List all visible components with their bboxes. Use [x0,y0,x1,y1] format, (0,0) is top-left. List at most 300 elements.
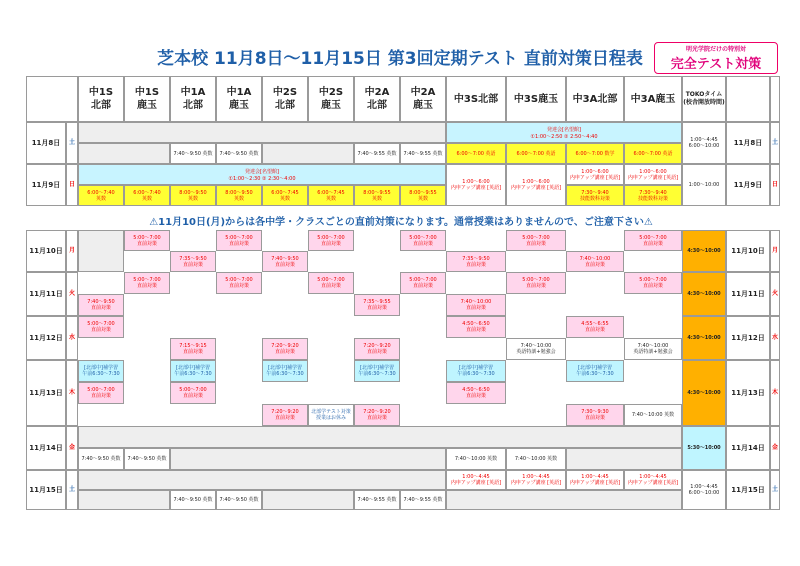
schedule-cell [624,143,682,164]
cell-text: 北部学テスト対策 [311,409,351,415]
col-header-3 [170,76,216,122]
cell-text: [北部中]補学習 [578,365,612,371]
schedule-cell [506,230,566,251]
schedule-cell [262,251,308,272]
cell-text: 午前6:30～7:30 [174,371,212,377]
cell-text: 5:00～7:00 [522,277,550,283]
col-header-8-name: 中2A [410,87,436,98]
schedule-cell [308,272,354,294]
schedule-cell [506,164,566,206]
cell-text: [北部中]補学習 [176,365,210,371]
schedule-cell [446,164,506,206]
cell-text: 内申アップ講座 [英語] [450,185,502,191]
date-cell: 11月10日 [26,230,66,272]
schedule-cell [566,164,624,185]
cell-text: 6:00～7:40 [87,189,115,196]
cell-text: 7:40～10:00 [460,299,492,305]
cell-text: 英数 [187,195,198,202]
date-cell-right: 11月10日 [726,230,770,272]
schedule-cell [78,382,124,404]
schedule-cell [124,448,170,470]
date-cell: 11月15日 [26,470,66,510]
cell-text: 直前対策 [366,415,387,421]
cell-text: 7:20～9:20 [363,343,391,349]
schedule-cell [216,490,262,510]
schedule-cell [400,230,446,251]
col-header-1-name: 中1S [88,87,114,98]
schedule-cell [566,251,624,272]
schedule-cell [170,490,216,510]
cell-text: 7:40～9:55 英数 [357,150,397,157]
cell-text: 7:40～9:55 英数 [403,497,443,503]
cell-text: 7:30～9:40 [581,189,609,196]
header-corner [26,76,78,122]
band-title: 発達会[名望館] [245,168,279,175]
cell-text: 午前6:30～7:30 [82,371,120,377]
schedule-cell [262,338,308,360]
cell-text: 直前対策 [584,261,605,268]
col-header-11-name: 中3A北部 [572,93,618,105]
cell-text: 6:00～7:00 英語 [456,150,496,157]
cell-text: 直前対策 [182,393,203,399]
schedule-cell [566,404,624,426]
cell-text: 直前対策 [465,261,486,268]
schedule-cell [170,251,216,272]
cell-text: 7:20～9:20 [271,409,299,415]
cell-text: 6:00～7:45 [317,189,345,196]
schedule-cell [624,470,682,490]
cell-text: 直前対策 [182,349,203,355]
col-header-5-campus: 北部 [275,100,295,111]
schedule-cell [308,404,354,426]
schedule-cell [170,143,216,164]
cell-text: 7:40～9:50 英数 [173,150,213,157]
cell-text: 5:00～7:00 [133,234,161,241]
cell-text: 8:00～9:55 [363,189,391,196]
exam-band-9 [78,164,446,185]
cell-text: 午前6:30～7:30 [266,371,304,377]
col-header-10 [506,76,566,122]
cell-text: 内申アップ講座 [英語] [569,174,621,181]
schedule-cell [506,338,566,360]
col-header-4-name: 中1A [226,87,252,98]
col-header-1-campus: 北部 [91,100,111,111]
schedule-cell [354,294,400,316]
cell-text: 英数 [417,195,428,202]
col-header-9 [446,76,506,122]
schedule-cell [354,143,400,164]
cell-text: 英数 [233,195,244,202]
cell-text: 内申アップ講座 [英語] [510,185,562,191]
cell-text: 5:00～7:00 [522,234,550,241]
cell-text: 1:00～6:00 [462,179,490,185]
cell-text: 1:00～6:00 [639,168,667,175]
schedule-cell [624,404,682,426]
schedule-cell [78,360,124,382]
cell-text: 1:00～6:00 [581,168,609,175]
col-header-6-name: 中2S [318,87,344,98]
cell-text: 直前対策 [642,283,663,289]
cell-text: 英数 [141,195,152,202]
col-header-12-name: 中3A鹿玉 [630,93,676,105]
cell-text: 直前対策 [465,305,486,311]
cell-text: 直前対策 [182,261,203,268]
dow-cell-right: 日 [770,164,780,206]
cell-text: 4:50～6:50 [462,321,490,327]
cell-text: [北部中]補学習 [459,365,493,371]
cell-text: 内申アップ講座 [英語] [627,480,679,486]
col-header-8 [400,76,446,122]
schedule-cell [506,470,566,490]
cell-text: 直前対策 [90,305,111,311]
schedule-cell [624,230,682,251]
schedule-cell [400,143,446,164]
cell-text: 7:40～9:50 英数 [173,497,213,503]
cell-text: 7:40～10:00 英数 [631,412,675,418]
cell-text: 1:00～4:45 [581,474,609,480]
empty-block [262,490,354,510]
schedule-cell [262,185,308,206]
cell-text: 直前対策 [274,415,295,421]
cell-text: 1:00～4:45 [690,484,718,490]
cell-text: 英語特訓+勉強会 [633,349,673,355]
cell-text: 4:30～10:00 [687,335,721,341]
schedule-cell [446,470,506,490]
cell-text: 直前対策 [274,261,295,268]
schedule-cell [170,338,216,360]
cell-text: 直前対策 [642,240,663,247]
cell-text: 直前対策 [228,240,249,247]
cell-text: 5:00～7:00 [639,234,667,241]
cell-text: 5:00～7:00 [409,234,437,241]
date-cell-right: 11月13日 [726,360,770,426]
schedule-cell [170,360,216,382]
exam-band-8 [446,122,682,143]
cell-text: 7:35～9:50 [179,255,207,262]
col-header-6 [308,76,354,122]
schedule-cell [216,272,262,294]
cell-text: 直前対策 [90,327,111,333]
empty-block [78,122,446,143]
empty-block [446,490,682,510]
date-cell-right: 11月15日 [726,470,770,510]
toko-cell [682,360,726,426]
toko-cell [682,272,726,316]
col-header-10-name: 中3S鹿玉 [513,93,559,105]
col-header-5-name: 中2S [272,87,298,98]
col-header-7-name: 中2A [364,87,390,98]
col-header-3-name: 中1A [180,87,206,98]
cell-text: 5:00～7:00 [225,277,253,283]
cell-text: 直前対策 [228,283,249,289]
cell-text: [北部中]補学習 [84,365,118,371]
schedule-cell [506,272,566,294]
schedule-cell [262,404,308,426]
empty-block [78,490,170,510]
cell-text: 7:30～9:40 [639,189,667,196]
dow-cell: 木 [66,360,78,426]
col-header-toko [682,76,726,122]
date-cell-right: 11月9日 [726,164,770,206]
date-cell: 11月8日 [26,122,66,164]
schedule-cell [446,382,506,404]
cell-text: 直前対策 [274,349,295,355]
schedule-cell [566,470,624,490]
cell-text: 4:30～10:00 [687,248,721,254]
cell-text: 直前対策 [525,283,546,289]
cell-text: 6:00～7:00 英語 [516,150,556,157]
cell-text: 午前6:30～7:30 [576,371,614,377]
schedule-cell [308,185,354,206]
cell-text: 7:35～9:50 [462,255,490,262]
cell-text: 7:20～9:20 [271,343,299,349]
cell-text: 7:40～9:50 英数 [219,150,259,157]
schedule-cell [566,360,624,382]
schedule-cell [400,185,446,206]
cell-text: 4:30～10:00 [687,291,721,297]
col-header-2 [124,76,170,122]
col-header-1 [78,76,124,122]
dow-cell-right: 土 [770,470,780,510]
cell-text: 7:40～10:00 [637,343,669,349]
schedule-cell [566,316,624,338]
cell-text: 6:00～10:00 [688,490,720,496]
col-header-11 [566,76,624,122]
band-times: ①1:00～2:50 ② 2:50～4:40 [530,133,598,140]
schedule-cell [262,360,308,382]
schedule-cell [78,316,124,338]
dow-cell-right: 水 [770,316,780,360]
date-cell-right: 11月8日 [726,122,770,164]
schedule-cell [446,360,506,382]
schedule-cell [78,448,124,470]
col-header-7 [354,76,400,122]
cell-text: 4:30～10:00 [687,390,721,396]
cell-text: 7:20～9:20 [363,409,391,415]
col-header-12 [624,76,682,122]
schedule-cell [624,164,682,185]
schedule-cell [216,143,262,164]
cell-text: 8:00～9:50 [225,189,253,196]
cell-text: 直前対策 [136,240,157,247]
col-header-7-campus: 北部 [367,100,387,111]
toko-cell [682,230,726,272]
cell-text: 直前対策 [136,283,157,289]
cell-text: 5:00～7:00 [639,277,667,283]
date-cell-right: 11月12日 [726,316,770,360]
header-right-corner [726,76,770,122]
cell-text: 午前6:30～7:30 [457,371,495,377]
cell-text: 5:00～7:00 [179,387,207,393]
col-header-3-campus: 北部 [183,100,203,111]
col-header-6-campus: 鹿玉 [321,100,341,111]
schedule-cell [446,316,506,338]
badge-small-text: 明光学院だけの特別対 [685,46,746,53]
dow-cell: 土 [66,470,78,510]
cell-text: 7:40～9:50 [271,255,299,262]
schedule-cell [170,185,216,206]
cell-text: 7:40～10:00 英数 [454,456,498,462]
empty-block [78,426,682,448]
cell-text: 7:40～9:50 英数 [81,456,121,462]
cell-text: 技能数科対策 [579,195,610,202]
cell-text: 5:00～7:00 [409,277,437,283]
cell-text: 7:40～10:00 英数 [514,456,558,462]
cell-text: 6:00～7:45 [271,189,299,196]
cell-text: 内申アップ講座 [英語] [569,480,621,486]
dow-cell: 土 [66,122,78,164]
cell-text: 5:00～7:00 [317,277,345,283]
schedule-cell [446,448,506,470]
empty-block [78,143,170,164]
cell-text: 直前対策 [366,305,387,311]
schedule-cell [124,230,170,251]
cell-text: 直前対策 [320,283,341,289]
empty-block [78,470,446,490]
col-header-9-name: 中3S北部 [453,93,499,105]
band-title: 発達会[名望館] [547,126,581,133]
date-cell: 11月14日 [26,426,66,470]
schedule-cell [446,251,506,272]
cell-text: 内申アップ講座 [英語] [510,480,562,486]
cell-text: 直前対策 [465,327,486,333]
cell-text: 7:35～9:55 [363,299,391,305]
cell-text: 1:00～4:45 [690,137,718,143]
dow-cell-right: 木 [770,360,780,426]
cell-text: 直前対策 [525,240,546,247]
dow-cell: 金 [66,426,78,470]
schedule-cell [400,490,446,510]
toko-cell [682,470,726,510]
cell-text: 1:00～4:45 [639,474,667,480]
schedule-cell [308,230,354,251]
schedule-cell [446,143,506,164]
cell-text: 直前対策 [412,283,433,289]
cell-text: 6:00～10:00 [688,143,720,149]
toko-cell [682,316,726,360]
header-right-edge [770,76,780,122]
schedule-cell [124,185,170,206]
test-prep-badge [654,42,778,74]
cell-text: 英数 [371,195,382,202]
cell-text: 7:40～10:00 [579,255,611,262]
cell-text: 7:40～9:50 英数 [219,497,259,503]
dow-cell: 火 [66,272,78,316]
col-header-toko-note: (校舎開放時間) [683,99,725,106]
cell-text: 7:40～9:50 英数 [127,456,167,462]
cell-text: 7:30～9:30 [581,409,609,415]
schedule-cell [216,185,262,206]
cell-text: 直前対策 [320,240,341,247]
cell-text: 8:00～9:55 [409,189,437,196]
date-cell-right: 11月14日 [726,426,770,470]
schedule-cell [566,143,624,164]
date-cell-right: 11月11日 [726,272,770,316]
cell-text: 内申アップ講座 [英語] [450,480,502,486]
schedule-cell [78,294,124,316]
cell-text: 5:00～7:00 [225,234,253,241]
schedule-cell [354,338,400,360]
cell-text: 7:40～10:00 [520,343,552,349]
date-cell: 11月9日 [26,164,66,206]
toko-cell [682,426,726,470]
empty-block [262,143,354,164]
schedule-cell [354,185,400,206]
cell-text: 技能数科対策 [637,195,668,202]
date-cell: 11月12日 [26,316,66,360]
schedule-cell [624,272,682,294]
col-header-4 [216,76,262,122]
toko-cell [682,164,726,206]
cell-text: 4:55～6:55 [581,321,609,327]
dow-cell-right: 火 [770,272,780,316]
col-header-toko-name: TOKOタイム [685,91,723,98]
cell-text: 7:40～9:55 英数 [403,150,443,157]
cell-text: 1:00～10:00 [688,182,720,188]
cell-text: 直前対策 [366,349,387,355]
cell-text: 7:40～9:55 英数 [357,497,397,503]
cell-text: 直前対策 [412,240,433,247]
schedule-cell [354,360,400,382]
col-header-2-campus: 鹿玉 [137,100,157,111]
cell-text: 直前対策 [584,415,605,421]
dow-cell: 日 [66,164,78,206]
schedule-cell [78,185,124,206]
cell-text: 6:00～7:00 数学 [575,150,615,157]
dow-cell: 月 [66,230,78,272]
badge-big-text: 完全テスト対策 [670,57,762,72]
schedule-cell [216,230,262,251]
schedule-cell [354,404,400,426]
toko-cell [682,122,726,164]
schedule-cell [170,382,216,404]
cell-text: 7:15～9:15 [179,343,207,349]
schedule-cell [624,338,682,360]
dow-cell-right: 金 [770,426,780,470]
cell-text: 4:50～6:50 [462,387,490,393]
col-header-4-campus: 鹿玉 [229,100,249,111]
cell-text: 6:00～7:00 英語 [633,150,673,157]
col-header-2-name: 中1S [134,87,160,98]
cell-text: 1:00～6:00 [522,179,550,185]
page-title: 芝本校 11月8日～11月15日 第3回定期テスト 直前対策日程表 [157,49,643,69]
cell-text: 5:30～10:00 [687,445,721,451]
schedule-cell [566,185,624,206]
schedule-cell [124,272,170,294]
schedule-cell [506,143,566,164]
cell-text: [北部中]補学習 [268,365,302,371]
dow-cell-right: 土 [770,122,780,164]
schedule-cell [624,185,682,206]
cell-text: 授業はお休み [315,415,346,421]
cell-text: 午前6:30～7:30 [358,371,396,377]
schedule-cell [506,448,566,470]
cell-text: 英数 [95,195,106,202]
dow-cell: 水 [66,316,78,360]
schedule-cell [400,272,446,294]
cell-text: 8:00～9:50 [179,189,207,196]
cell-text: 1:00～4:45 [522,474,550,480]
cell-text: 5:00～7:00 [87,387,115,393]
cell-text: 5:00～7:00 [87,321,115,327]
cell-text: 直前対策 [465,393,486,399]
cell-text: 英数 [325,195,336,202]
dow-cell-right: 月 [770,230,780,272]
cell-text: 直前対策 [90,393,111,399]
date-cell: 11月11日 [26,272,66,316]
empty-block [170,448,446,470]
cell-text: 英語特訓+勉強会 [516,349,556,355]
